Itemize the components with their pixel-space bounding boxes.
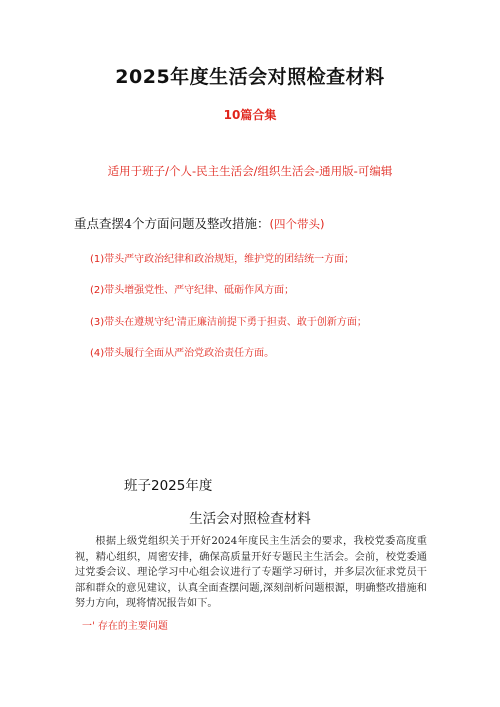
focus-item-2: (2)带头增强党性、严守纪律、砥砺作风方面； <box>90 285 295 296</box>
focus-item-4: (4)带头履行全面从严治党政治责任方面。 <box>90 348 275 359</box>
focus-item-1: (1)带头严守政治纪律和政治规矩，维护党的团结统一方面； <box>90 254 355 265</box>
focus-lead: 重点查摆4个方面问题及整改措施： <box>74 216 270 231</box>
focus-item-3: (3)带头在遵规守纪'清正廉洁前提下勇于担责、敢于创新方面； <box>90 317 367 328</box>
focus-heading <box>74 214 324 232</box>
section-title-line1: 班子2025年度 <box>124 478 213 494</box>
document-subtitle: 10篇合集 <box>223 108 277 122</box>
section-heading-problems: 一' 存在的主要问题 <box>82 621 168 632</box>
document-title: 2025年度生活会对照检查材料 <box>115 66 385 88</box>
focus-tag: (四个带头) <box>269 217 325 231</box>
section-title-line2: 生活会对照检查材料 <box>189 511 311 527</box>
intro-paragraph: 根据上级党组织关于开好2024年度民主生活会的要求，我校党委高度重视，精心组织，周密安排，确保高质量开好专题民主生活会。会前，校党委通过党委会议、理论学习中心组会议进行了专题学习研讨，并多层次征求党员干部和群众的意见建议，认真全面查摆问题,深刻剖析问题根源，明确整改措施和努力方向，现将情况报告如下。 <box>75 536 427 610</box>
applicability-note: 适用于班子/个人-民主生活会/组织生活会-通用版-可编辑 <box>107 164 393 178</box>
